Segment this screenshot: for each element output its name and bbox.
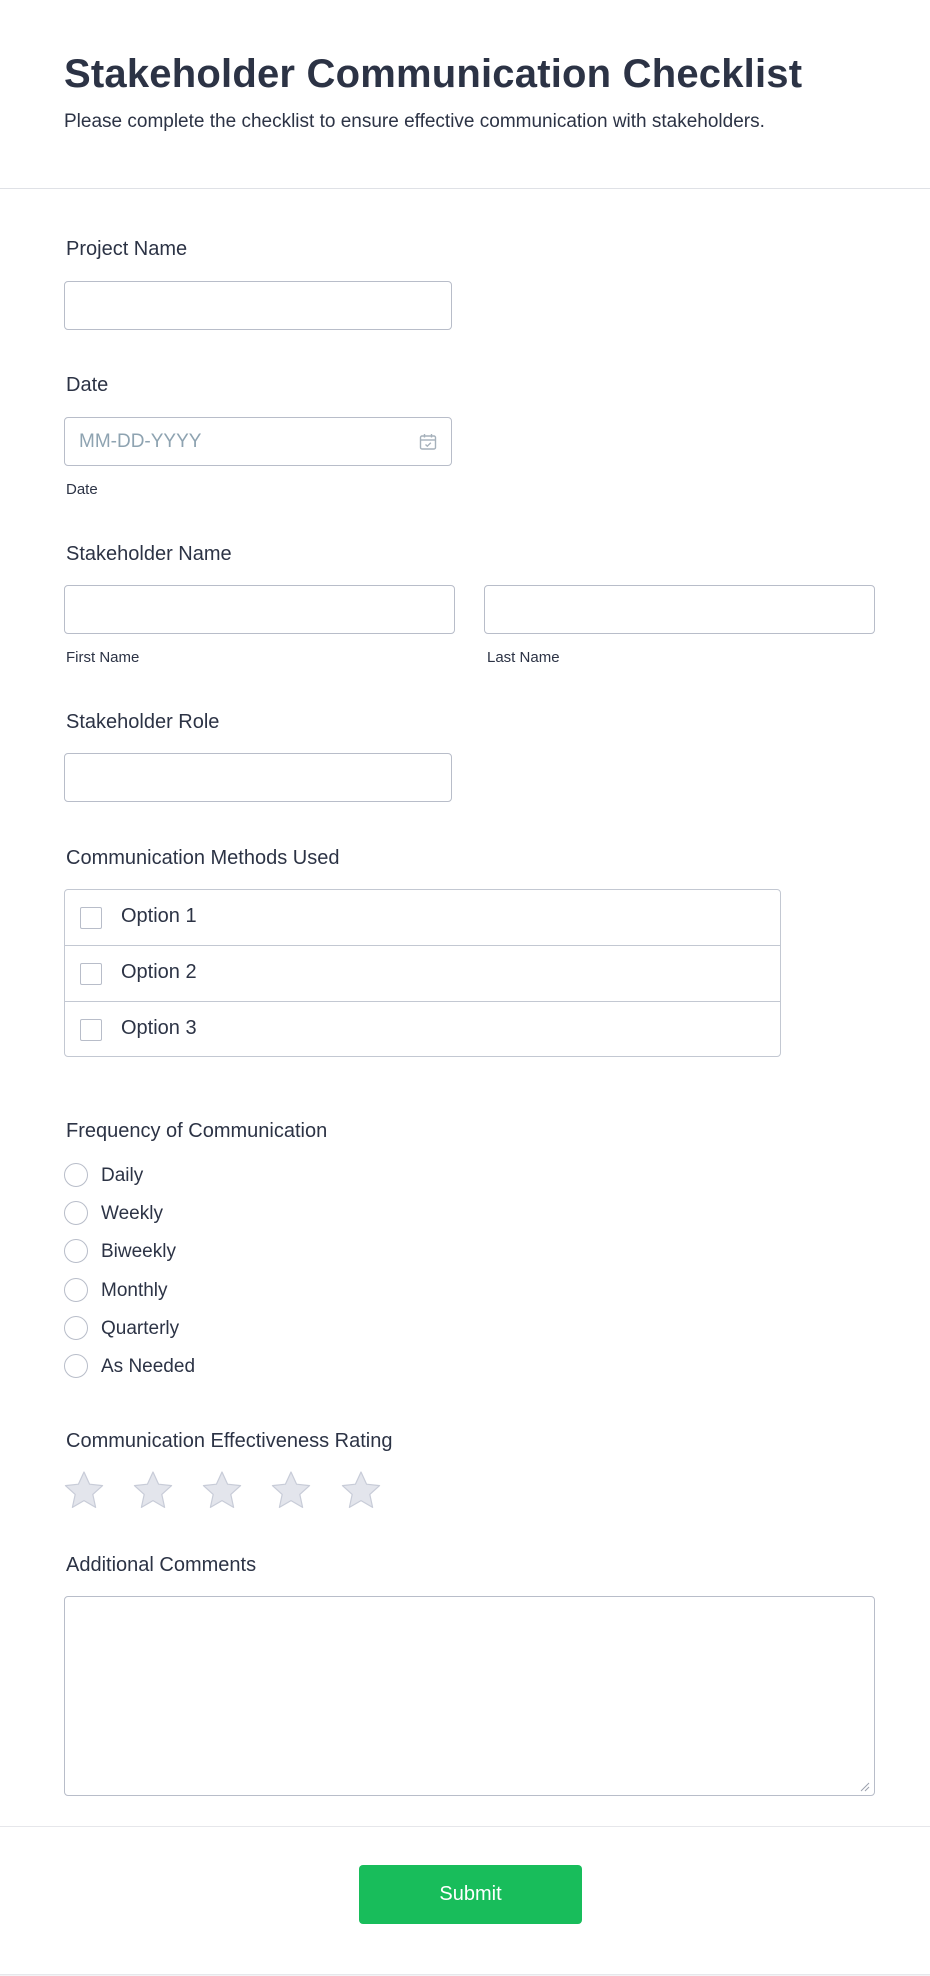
checkbox[interactable]: [80, 907, 102, 929]
comments-label: Additional Comments: [66, 1554, 257, 1576]
radio-label: Daily: [101, 1165, 144, 1186]
last-name-input[interactable]: [484, 585, 875, 634]
first-name-sublabel: First Name: [66, 649, 140, 666]
checkbox[interactable]: [80, 963, 102, 985]
radio-button[interactable]: [64, 1163, 88, 1187]
radio-button[interactable]: [64, 1201, 88, 1225]
checkbox-label: Option 1: [121, 905, 197, 927]
checkbox-option-2[interactable]: [65, 946, 780, 1002]
checkbox[interactable]: [80, 1019, 102, 1041]
frequency-label: Frequency of Communication: [66, 1120, 328, 1142]
radio-label: As Needed: [101, 1356, 196, 1377]
communication-methods-group: [64, 889, 781, 1057]
date-sublabel: Date: [66, 481, 98, 498]
star-icon[interactable]: [63, 1470, 105, 1510]
checkbox-label: Option 2: [121, 961, 197, 983]
footer-divider: [0, 1826, 930, 1827]
checkbox-label: Option 3: [121, 1017, 197, 1039]
star-icon[interactable]: [132, 1470, 174, 1510]
project-name-input[interactable]: [64, 281, 452, 330]
date-label: Date: [66, 374, 109, 396]
form-header: [0, 0, 930, 189]
form-title: Stakeholder Communication Checklist: [64, 52, 803, 96]
form-subtitle: Please complete the checklist to ensure effective communication with stakeholders.: [64, 111, 765, 132]
submit-button[interactable]: Submit: [359, 1865, 582, 1924]
radio-label: Weekly: [101, 1203, 163, 1224]
comments-textarea[interactable]: [64, 1596, 875, 1796]
last-name-sublabel: Last Name: [487, 649, 560, 666]
stakeholder-role-label: Stakeholder Role: [66, 711, 220, 733]
star-icon[interactable]: [201, 1470, 243, 1510]
checkbox-option-1[interactable]: [65, 890, 780, 946]
project-name-label: Project Name: [66, 238, 188, 260]
calendar-icon[interactable]: [418, 432, 438, 452]
star-icon[interactable]: [270, 1470, 312, 1510]
radio-button[interactable]: [64, 1316, 88, 1340]
radio-button[interactable]: [64, 1278, 88, 1302]
radio-label: Quarterly: [101, 1318, 180, 1339]
stakeholder-role-input[interactable]: [64, 753, 452, 802]
star-icon[interactable]: [340, 1470, 382, 1510]
rating-label: Communication Effectiveness Rating: [66, 1430, 393, 1452]
first-name-input[interactable]: [64, 585, 455, 634]
radio-label: Biweekly: [101, 1241, 176, 1262]
communication-methods-label: Communication Methods Used: [66, 847, 340, 869]
stakeholder-name-label: Stakeholder Name: [66, 543, 232, 565]
radio-button[interactable]: [64, 1239, 88, 1263]
date-input[interactable]: [64, 417, 452, 466]
radio-button[interactable]: [64, 1354, 88, 1378]
radio-label: Monthly: [101, 1280, 168, 1301]
resize-handle-icon[interactable]: [858, 1780, 870, 1792]
checkbox-option-3[interactable]: [65, 1002, 780, 1058]
